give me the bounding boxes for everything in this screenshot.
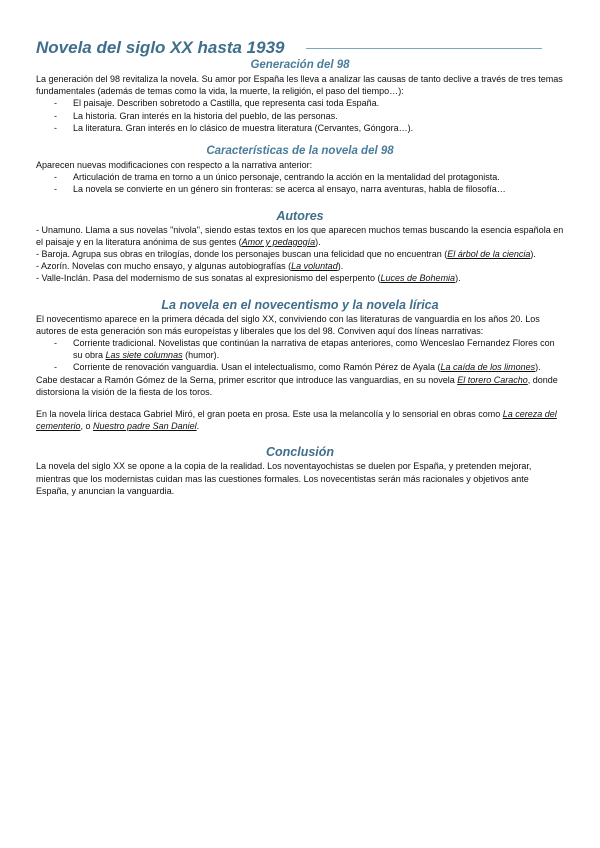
list-item-text: El paisaje. Describen sobretodo a Castilla, que representa casi toda España. bbox=[73, 98, 380, 109]
bullet-list bbox=[36, 97, 564, 134]
list-item bbox=[36, 183, 564, 195]
bullet-marker: - bbox=[54, 338, 57, 349]
work-title: Nuestro padre San Daniel bbox=[93, 421, 197, 432]
section-novecentismo bbox=[36, 298, 564, 433]
list-item-text: La literatura. Gran interés en lo clásico de muestra literatura (Cervantes, Góngora…). bbox=[73, 122, 414, 133]
bullet-marker: - bbox=[54, 184, 57, 195]
bullet-marker: - bbox=[54, 122, 57, 133]
title-row bbox=[36, 38, 556, 58]
list-item-text: La novela se convierte en un género sin fronteras: se acerca al ensayo, narra aventuras, habla de filosofía… bbox=[73, 184, 506, 195]
title-rule bbox=[306, 48, 542, 49]
bullet-marker: - bbox=[54, 362, 57, 373]
section-heading: Generación del 98 bbox=[250, 59, 350, 71]
work-title: El árbol de la ciencia bbox=[447, 249, 531, 260]
author-baroja: - Baroja. Agrupa sus obras en trilogías, donde los personajes buscan una felicidad que no encuentran (El árbol de la ciencia). bbox=[36, 249, 536, 260]
section-heading: La novela en el novecentismo y la novela lírica bbox=[161, 297, 439, 312]
section-heading: Autores bbox=[276, 208, 324, 223]
list-item bbox=[36, 171, 564, 183]
bullet-list bbox=[36, 171, 564, 195]
list-item: - Corriente tradicional. Novelistas que continúan la narrativa de etapas anteriores, como Wenceslao Fernandez Flores con su obra Las siete columnas (humor). bbox=[54, 338, 555, 361]
work-title: La caída de los limones bbox=[440, 362, 536, 373]
section-heading: Conclusión bbox=[265, 445, 335, 460]
section-generacion-98 bbox=[36, 58, 564, 134]
bullet-marker: - bbox=[54, 98, 57, 109]
paragraph: Cabe destacar a Ramón Gómez de la Serna, primer escritor que introduce las vanguardias, en su novela El torero Caracho, donde distorsiona la visión de la fiesta de los toros. bbox=[36, 374, 558, 397]
section-conclusion bbox=[36, 445, 564, 497]
author-valle-inclan: - Valle-Inclán. Pasa del modernismo de sus sonatas al expresionismo del esperpento (Luces de Bohemia). bbox=[36, 273, 461, 284]
bullet-list bbox=[36, 337, 564, 374]
list-item-text: La historia. Gran interés en la historia del pueblo, de las personas. bbox=[73, 110, 338, 121]
paragraph: Aparecen nuevas modificaciones con respecto a la narrativa anterior: bbox=[36, 160, 313, 171]
work-title: El torero Caracho bbox=[457, 374, 528, 385]
list-item bbox=[36, 97, 564, 109]
section-autores bbox=[36, 209, 564, 285]
work-title: La voluntad bbox=[291, 261, 338, 272]
paragraph: El novecentismo aparece en la primera década del siglo XX, conviviendo con las literaturas de vanguardia en los años 20. Los autores de esta generación son más europeístas y liberales que los del 98. Conviven aquí dos líneas narrativas: bbox=[36, 313, 540, 336]
work-title: Amor y pedagogía bbox=[241, 236, 316, 247]
section-caracteristicas bbox=[36, 144, 564, 196]
list-item: - Corriente de renovación vanguardia. Usan el intelectualismo, como Ramón Pérez de Ayala (La caída de los limones). bbox=[54, 362, 541, 373]
list-item bbox=[36, 110, 564, 122]
work-title: La cereza del cementerio bbox=[36, 409, 557, 432]
document-body bbox=[36, 58, 564, 497]
list-item-text: Articulación de trama en torno a un único personaje, centrando la acción en la mentalidad del protagonista. bbox=[73, 172, 500, 183]
bullet-marker: - bbox=[54, 110, 57, 121]
work-title: Las siete columnas bbox=[105, 350, 183, 361]
author-unamuno: - Unamuno. Llama a sus novelas "nivola", siendo estas textos en los que aparecen muchos temas buscando la esencia española en el paisaje y en la literatura anónima de sus gentes (Amor y pedagogía). bbox=[36, 224, 564, 247]
paragraph: La novela del siglo XX se opone a la copia de la realidad. Los noventayochistas se duelen por España, y pretenden mejorar, mientras que los modernistas cuidan mas las cuestiones formales. Los novecentistas serán más racionales y objetivos ante España, y anuncian la vanguardia. bbox=[36, 461, 532, 496]
list-item bbox=[36, 122, 564, 134]
section-heading: Características de la novela del 98 bbox=[206, 145, 394, 158]
paragraph: La generación del 98 revitaliza la novela. Su amor por España les lleva a analizar las causas de tanto declive a través de tres temas fundamentales (además de temas como la vida, la muerte, la religión, el paso del tiempo…): bbox=[36, 74, 563, 97]
author-azorin: - Azorín. Novelas con mucho ensayo, y algunas autobiografías (La voluntad). bbox=[36, 261, 344, 272]
bullet-marker: - bbox=[54, 172, 57, 183]
work-title: Luces de Bohemia bbox=[380, 273, 456, 284]
paragraph: En la novela lírica destaca Gabriel Miró, el gran poeta en prosa. Este usa la melancolía y lo sensorial en obras como La cereza del cementerio, o Nuestro padre San Daniel. bbox=[36, 409, 557, 432]
page-title: Novela del siglo XX hasta 1939 bbox=[36, 38, 285, 57]
